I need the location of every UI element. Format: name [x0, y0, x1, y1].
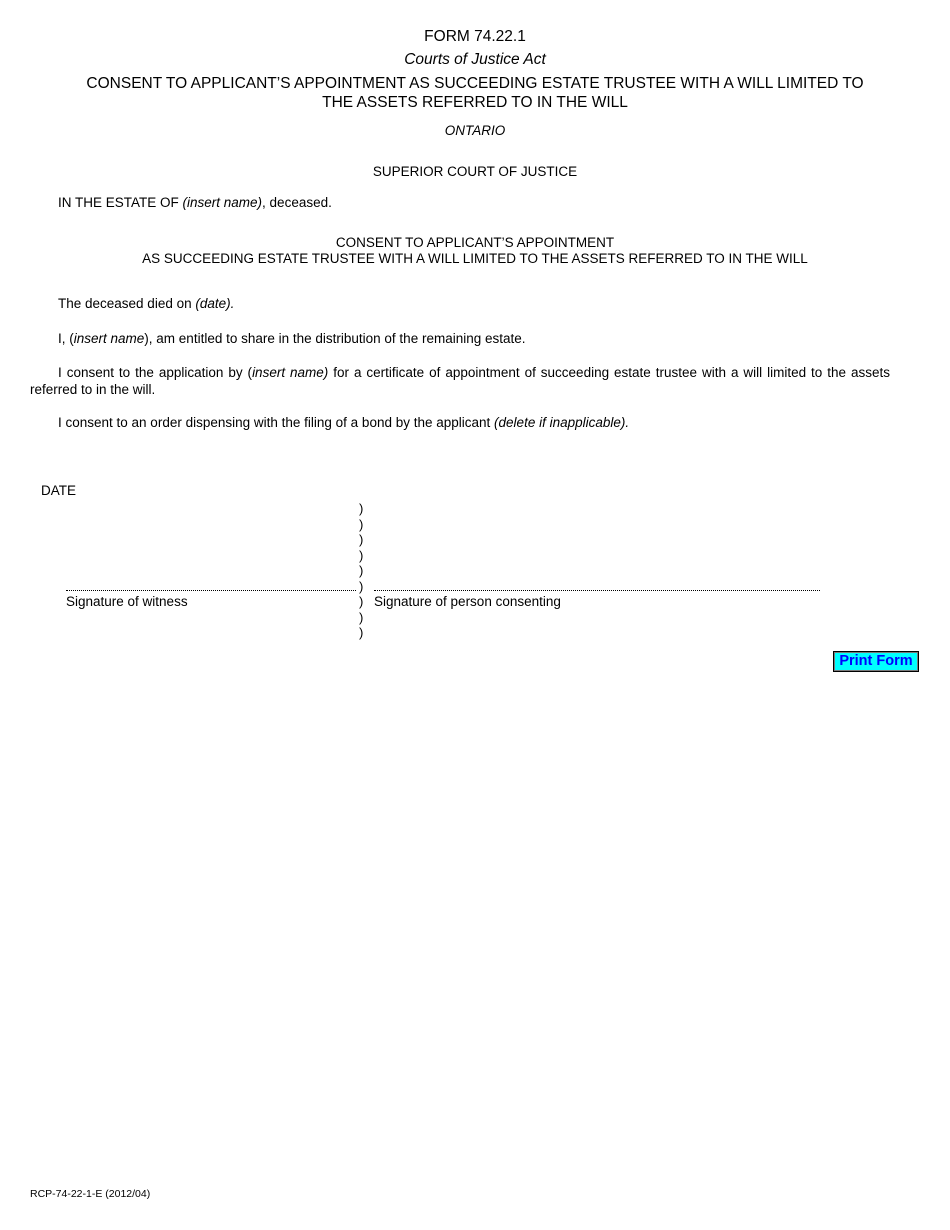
- estate-suffix: , deceased.: [262, 195, 332, 210]
- form-number: FORM 74.22.1: [424, 28, 526, 45]
- paren: ): [359, 501, 364, 516]
- paren: ): [359, 594, 364, 609]
- paren: ): [359, 609, 364, 625]
- paragraph-bond: [30, 414, 890, 431]
- subtitle-line1: CONSENT TO APPLICANT’S APPOINTMENT: [335, 235, 615, 250]
- consent-subtitle: [0, 235, 950, 267]
- estate-line: [58, 195, 332, 210]
- p3-prefix: I consent to the application by (: [58, 365, 253, 380]
- form-title: [0, 74, 950, 112]
- act-name: Courts of Justice Act: [404, 51, 546, 68]
- form-code-footer: RCP-74-22-1-E (2012/04): [30, 1188, 151, 1200]
- p2-suffix: ), am entitled to share in the distribution of the remaining estate.: [144, 331, 526, 346]
- p1-placeholder: (date).: [195, 296, 235, 311]
- estate-name-placeholder: (insert name): [182, 195, 263, 210]
- p4-text: I consent to an order dispensing with the filing of a bond by the applicant: [58, 415, 495, 430]
- court-name: SUPERIOR COURT OF JUSTICE: [372, 164, 578, 179]
- province: ONTARIO: [444, 123, 506, 138]
- date-label: DATE: [41, 483, 77, 498]
- form-title-line1: CONSENT TO APPLICANT’S APPOINTMENT AS SUCCEEDING ESTATE TRUSTEE WITH A WILL LIMITED TO: [86, 75, 864, 92]
- subtitle-line2: AS SUCCEEDING ESTATE TRUSTEE WITH A WILL LIMITED TO THE ASSETS REFERRED TO IN THE WILL: [142, 251, 808, 266]
- paren: ): [359, 547, 364, 563]
- paren: ): [359, 578, 364, 594]
- paren: ): [359, 563, 364, 578]
- p2-prefix: I, (: [58, 331, 74, 346]
- p2-placeholder: insert name: [73, 331, 145, 346]
- paren: ): [359, 516, 364, 532]
- paragraph-consent-application: [30, 364, 890, 398]
- p3-placeholder: insert name): [252, 365, 329, 380]
- p4-placeholder: (delete if inapplicable).: [494, 415, 630, 430]
- witness-signature-line[interactable]: [66, 590, 356, 591]
- form-title-line2: THE ASSETS REFERRED TO IN THE WILL: [322, 94, 628, 111]
- parenthesis-column: [359, 501, 369, 641]
- p1-text: The deceased died on: [58, 296, 196, 311]
- p3-suffix: for a certificate of appointment of succeeding estate trustee with a will limited to the assets referred to in the will.: [30, 365, 890, 397]
- print-form-button[interactable]: Print Form: [833, 651, 919, 672]
- witness-signature-label: Signature of witness: [66, 594, 188, 609]
- consenting-signature-label: Signature of person consenting: [374, 594, 561, 609]
- consenting-signature-line[interactable]: [374, 590, 820, 591]
- estate-prefix: IN THE ESTATE OF: [58, 195, 183, 210]
- paren: ): [359, 625, 364, 640]
- paren: ): [359, 532, 364, 547]
- paragraph-date-of-death: [30, 295, 890, 312]
- paragraph-entitlement: [30, 330, 890, 347]
